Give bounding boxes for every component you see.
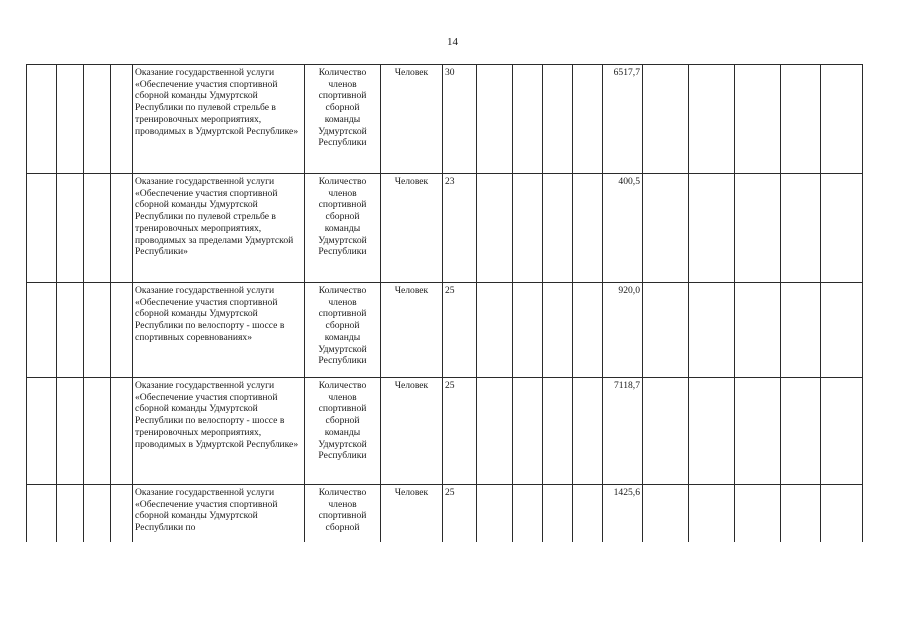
table-row — [27, 485, 863, 543]
empty-cell — [689, 283, 735, 378]
empty-cell — [543, 378, 573, 485]
table-row — [27, 65, 863, 174]
indicator-cell: Количество членов спортивной сборной команды Удмуртской Республики — [305, 283, 381, 378]
empty-cell — [513, 485, 543, 543]
quantity-cell: 30 — [443, 65, 477, 174]
empty-cell — [781, 378, 821, 485]
empty-cell — [573, 378, 603, 485]
service-name-cell: Оказание государственной услуги «Обеспечение участия спортивной сборной команды Удмуртской Республики по пулевой стрельбе в тренировочных мероприятиях, проводимых в Удмуртской Республике» — [133, 65, 305, 174]
empty-cell — [84, 378, 111, 485]
empty-cell — [821, 174, 863, 283]
empty-cell — [57, 485, 84, 543]
amount-cell: 920,0 — [603, 283, 643, 378]
empty-cell — [689, 65, 735, 174]
empty-cell — [57, 283, 84, 378]
indicator-cell: Количество членов спортивной сборной команды Удмуртской Республики — [305, 174, 381, 283]
empty-cell — [27, 485, 57, 543]
empty-cell — [27, 174, 57, 283]
empty-cell — [477, 174, 513, 283]
empty-cell — [573, 283, 603, 378]
empty-cell — [573, 174, 603, 283]
empty-cell — [84, 485, 111, 543]
quantity-cell: 23 — [443, 174, 477, 283]
empty-cell — [111, 378, 133, 485]
empty-cell — [513, 65, 543, 174]
empty-cell — [735, 283, 781, 378]
empty-cell — [543, 485, 573, 543]
unit-cell: Человек — [381, 174, 443, 283]
empty-cell — [543, 283, 573, 378]
quantity-cell: 25 — [443, 485, 477, 543]
indicator-cell: Количество членов спортивной сборной команды Удмуртской Республики — [305, 65, 381, 174]
empty-cell — [643, 283, 689, 378]
empty-cell — [543, 65, 573, 174]
empty-cell — [735, 65, 781, 174]
indicator-cell: Количество членов спортивной сборной — [305, 485, 381, 543]
empty-cell — [111, 283, 133, 378]
table-row — [27, 378, 863, 485]
empty-cell — [477, 65, 513, 174]
empty-cell — [111, 174, 133, 283]
empty-cell — [513, 174, 543, 283]
empty-cell — [513, 283, 543, 378]
empty-cell — [477, 485, 513, 543]
empty-cell — [781, 283, 821, 378]
empty-cell — [781, 174, 821, 283]
empty-cell — [821, 283, 863, 378]
empty-cell — [57, 65, 84, 174]
unit-cell: Человек — [381, 65, 443, 174]
empty-cell — [735, 378, 781, 485]
empty-cell — [27, 283, 57, 378]
empty-cell — [735, 174, 781, 283]
empty-cell — [643, 378, 689, 485]
empty-cell — [643, 174, 689, 283]
amount-cell: 7118,7 — [603, 378, 643, 485]
empty-cell — [821, 485, 863, 543]
table-row — [27, 174, 863, 283]
empty-cell — [781, 65, 821, 174]
service-name-cell: Оказание государственной услуги «Обеспечение участия спортивной сборной команды Удмуртской Республики по велоспорту - шоссе в тренировочных мероприятиях, проводимых в Удмуртской Республике» — [133, 378, 305, 485]
amount-cell: 6517,7 — [603, 65, 643, 174]
empty-cell — [643, 485, 689, 543]
empty-cell — [111, 65, 133, 174]
empty-cell — [477, 378, 513, 485]
empty-cell — [735, 485, 781, 543]
empty-cell — [513, 378, 543, 485]
empty-cell — [477, 283, 513, 378]
empty-cell — [821, 65, 863, 174]
empty-cell — [57, 174, 84, 283]
unit-cell: Человек — [381, 485, 443, 543]
empty-cell — [573, 65, 603, 174]
empty-cell — [84, 174, 111, 283]
empty-cell — [27, 65, 57, 174]
quantity-cell: 25 — [443, 378, 477, 485]
unit-cell: Человек — [381, 283, 443, 378]
unit-cell: Человек — [381, 378, 443, 485]
empty-cell — [573, 485, 603, 543]
amount-cell: 400,5 — [603, 174, 643, 283]
empty-cell — [111, 485, 133, 543]
empty-cell — [643, 65, 689, 174]
quantity-cell: 25 — [443, 283, 477, 378]
service-name-cell: Оказание государственной услуги «Обеспечение участия спортивной сборной команды Удмуртской Республики по пулевой стрельбе в тренировочных мероприятиях, проводимых за пределами Удмуртской Республики» — [133, 174, 305, 283]
empty-cell — [689, 485, 735, 543]
empty-cell — [57, 378, 84, 485]
amount-cell: 1425,6 — [603, 485, 643, 543]
indicator-cell: Количество членов спортивной сборной команды Удмуртской Республики — [305, 378, 381, 485]
budget-table — [26, 64, 863, 542]
empty-cell — [543, 174, 573, 283]
service-name-cell: Оказание государственной услуги «Обеспечение участия спортивной сборной команды Удмуртской Республики по велоспорту - шоссе в спортивных соревнованиях» — [133, 283, 305, 378]
empty-cell — [84, 65, 111, 174]
empty-cell — [84, 283, 111, 378]
empty-cell — [821, 378, 863, 485]
empty-cell — [27, 378, 57, 485]
empty-cell — [781, 485, 821, 543]
empty-cell — [689, 378, 735, 485]
table-row — [27, 283, 863, 378]
page-number: 14 — [447, 36, 458, 48]
service-name-cell: Оказание государственной услуги «Обеспечение участия спортивной сборной команды Удмуртской Республики по — [133, 485, 305, 543]
empty-cell — [689, 174, 735, 283]
